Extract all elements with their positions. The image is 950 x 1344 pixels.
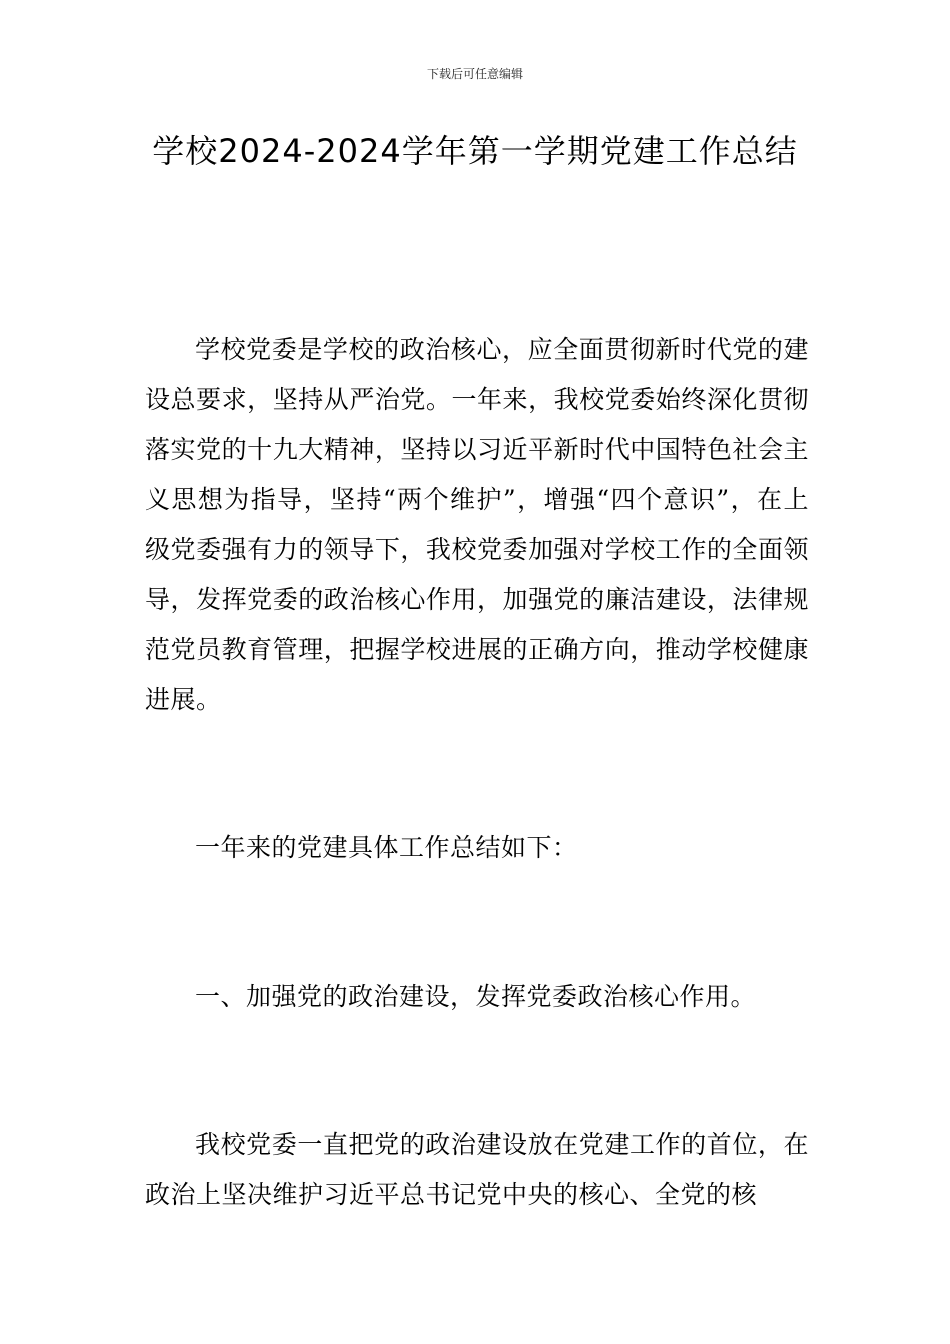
document-title: 学校2024-2024学年第一学期党建工作总结 bbox=[152, 132, 798, 170]
paragraph-intro: 学校党委是学校的政治核心，应全面贯彻新时代党的建设总要求，坚持从严治党。一年来，我校党委始终深化贯彻落实党的十九大精神，坚持以习近平新时代中国特色社会主义思想为指导，坚持“两个维护”，增强“四个意识”，在上级党委强有力的领导下，我校党委加强对学校工作的全面领导，发挥党委的政治核心作用，加强党的廉洁建设，法律规范党员教育管理，把握学校进展的正确方向，推动学校健康进展。 bbox=[145, 335, 809, 714]
paragraph-section-1-body: 我校党委一直把党的政治建设放在党建工作的首位，在政治上坚决维护习近平总书记党中央的核心、全党的核 bbox=[145, 1130, 809, 1209]
page-header-note: 下载后可任意编辑 bbox=[426, 67, 523, 81]
section-heading-1: 一、加强党的政治建设，发挥党委政治核心作用。 bbox=[195, 982, 757, 1011]
paragraph-summary-lead: 一年来的党建具体工作总结如下： bbox=[195, 833, 578, 862]
